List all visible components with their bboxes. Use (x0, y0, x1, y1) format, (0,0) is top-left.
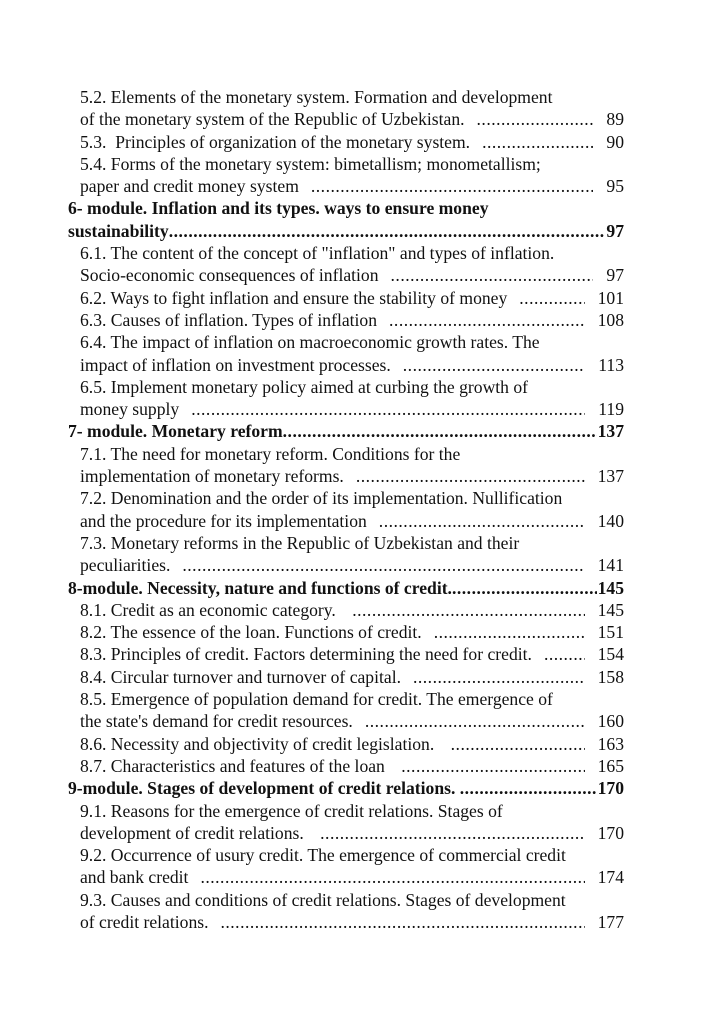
dot-leader (391, 354, 585, 376)
page-number: 90 (606, 131, 624, 152)
toc-entry-text: 8.3. Principles of credit. Factors determining the need for credit. (80, 644, 532, 665)
toc-entry (68, 131, 624, 153)
toc-line-with-page (68, 733, 624, 755)
page-number: 89 (606, 109, 624, 130)
dot-leader (208, 911, 584, 933)
toc-entry-text: the state's demand for credit resources. (80, 711, 353, 732)
toc-entry-text: 7- module. Monetary reform (68, 421, 283, 442)
page-number: 174 (597, 867, 624, 888)
page-number: 137 (597, 421, 624, 442)
toc-entry (68, 86, 624, 131)
toc-entry (68, 666, 624, 688)
page-number: 177 (597, 911, 624, 932)
page-number: 170 (597, 778, 624, 799)
page-number: 97 (606, 220, 624, 241)
toc-entry-text: of the monetary system of the Republic of Uzbekistan. (80, 109, 465, 130)
page-number: 141 (597, 555, 624, 576)
toc-entry-text: money supply (80, 399, 180, 420)
toc-entry (68, 153, 624, 198)
toc-line-with-page (68, 465, 624, 487)
toc-line: 7.3. Monetary reforms in the Republic of Uzbekistan and their (80, 532, 520, 553)
toc-entry (68, 242, 624, 287)
toc-entry-text: implementation of monetary reforms. (80, 466, 344, 487)
toc-entry-text: of credit relations. (80, 911, 209, 932)
toc-line: 6- module. Inflation and its types. ways to ensure money (68, 198, 489, 219)
toc-entry (68, 309, 624, 331)
dot-leader (379, 264, 594, 286)
dot-leader (422, 621, 585, 643)
toc-entry-text: 8-module. Necessity, nature and functions of credit. (68, 577, 452, 598)
dot-leader (169, 220, 606, 242)
toc-line: 7.1. The need for monetary reform. Conditions for the (80, 443, 461, 464)
toc-entry (68, 376, 624, 421)
toc-entry (68, 599, 624, 621)
dot-leader (308, 822, 584, 844)
toc-line-with-page (68, 911, 624, 933)
toc-module-heading (68, 577, 624, 599)
toc-entry-text: 5.3. Principles of organization of the monetary system. (80, 131, 471, 152)
page-number: 170 (597, 822, 624, 843)
toc-entry (68, 532, 624, 577)
toc-line-with-page (68, 643, 624, 665)
toc-entry (68, 844, 624, 889)
toc-line-with-page (68, 354, 624, 376)
toc-entry-text: paper and credit money system (80, 176, 299, 197)
dot-leader (367, 510, 585, 532)
toc-line: 7.2. Denomination and the order of its implementation. Nullification (80, 488, 563, 509)
toc-entry (68, 800, 624, 845)
toc-line: 6.5. Implement monetary policy aimed at curbing the growth of (80, 376, 529, 397)
toc-entry-text: 6.3. Causes of inflation. Types of inflation (80, 309, 378, 330)
page-number: 108 (597, 309, 624, 330)
toc-line-with-page (68, 398, 624, 420)
page-number: 145 (597, 599, 624, 620)
toc-entry (68, 621, 624, 643)
dot-leader (507, 287, 584, 309)
page-number: 119 (598, 399, 624, 420)
toc-line-with-page (68, 621, 624, 643)
toc-entry-text: 8.2. The essence of the loan. Functions of credit. (80, 622, 422, 643)
toc-module-heading (68, 777, 624, 799)
toc-line: 9.3. Causes and conditions of credit relations. Stages of development (80, 889, 566, 910)
dot-leader (532, 643, 585, 665)
page-number: 165 (597, 755, 624, 776)
page-number: 151 (597, 622, 624, 643)
dot-leader (465, 108, 594, 130)
toc-entry (68, 287, 624, 309)
toc-line-with-page (68, 510, 624, 532)
toc-line: 9.1. Reasons for the emergence of credit relations. Stages of (80, 800, 503, 821)
dot-leader (179, 398, 585, 420)
toc-line-with-page (68, 309, 624, 331)
toc-line-with-page (68, 264, 624, 286)
toc-line-with-page (68, 287, 624, 309)
toc-entry (68, 643, 624, 665)
dot-leader (283, 420, 597, 442)
toc-line-with-page (68, 822, 624, 844)
page-number: 163 (597, 733, 624, 754)
toc-entry-text: impact of inflation on investment processes. (80, 354, 391, 375)
toc-line-with-page (68, 554, 624, 576)
toc-entry (68, 688, 624, 733)
toc-module-heading (68, 420, 624, 442)
toc-entry-text: 8.7. Characteristics and features of the loan (80, 755, 390, 776)
dot-leader (377, 309, 585, 331)
toc-entry-text: development of credit relations. (80, 822, 309, 843)
toc-entry (68, 487, 624, 532)
toc-line-with-page (68, 420, 624, 442)
toc-line-with-page (68, 131, 624, 153)
dot-leader (353, 710, 585, 732)
toc-entry-text: 6.2. Ways to fight inflation and ensure the stability of money (80, 287, 508, 308)
dot-leader (299, 175, 594, 197)
dot-leader (460, 777, 597, 799)
toc-entry-text: and the procedure for its implementation (80, 510, 367, 531)
toc-entry-text: 8.1. Credit as an economic category. (80, 599, 341, 620)
toc-line-with-page (68, 755, 624, 777)
page-number: 95 (606, 176, 624, 197)
toc-line-with-page (68, 710, 624, 732)
toc-line: 8.5. Emergence of population demand for credit. The emergence of (80, 689, 553, 710)
dot-leader (188, 866, 584, 888)
toc-line: 6.4. The impact of inflation on macroeconomic growth rates. The (80, 332, 540, 353)
table-of-contents (68, 86, 624, 933)
toc-entry (68, 889, 624, 934)
toc-line-with-page (68, 866, 624, 888)
toc-entry (68, 733, 624, 755)
page-number: 145 (597, 577, 624, 598)
toc-entry-text: peculiarities. (80, 555, 171, 576)
toc-entry-text: 8.6. Necessity and objectivity of credit legislation. (80, 733, 439, 754)
toc-line-with-page (68, 666, 624, 688)
page-number: 101 (597, 287, 624, 308)
toc-line: 5.2. Elements of the monetary system. Formation and development (80, 87, 553, 107)
page-number: 113 (598, 354, 624, 375)
toc-line-with-page (68, 220, 624, 242)
page-number: 158 (597, 666, 624, 687)
page-number: 160 (597, 711, 624, 732)
toc-line-with-page (68, 599, 624, 621)
dot-leader (170, 554, 584, 576)
toc-entry-text: 9-module. Stages of development of credit relations. (68, 778, 460, 799)
dot-leader (452, 577, 597, 599)
toc-entry-text: Socio-economic consequences of inflation (80, 265, 379, 286)
toc-entry-text: and bank credit (80, 867, 189, 888)
page-number: 137 (597, 466, 624, 487)
toc-entry (68, 443, 624, 488)
toc-line: 9.2. Occurrence of usury credit. The emergence of commercial credit (80, 845, 566, 866)
toc-line: 6.1. The content of the concept of "inflation" and types of inflation. (80, 243, 555, 264)
toc-entry-text: 8.4. Circular turnover and turnover of capital. (80, 666, 401, 687)
page-number: 154 (597, 644, 624, 665)
toc-line-with-page (68, 777, 624, 799)
dot-leader (470, 131, 593, 153)
dot-leader (389, 755, 584, 777)
dot-leader (439, 733, 585, 755)
page-number: 140 (597, 510, 624, 531)
toc-module-heading (68, 197, 624, 242)
toc-line-with-page (68, 577, 624, 599)
dot-leader (340, 599, 584, 621)
toc-line: 5.4. Forms of the monetary system: bimetallism; monometallism; (80, 153, 541, 174)
dot-leader (344, 465, 585, 487)
toc-entry-text: sustainability (68, 220, 169, 241)
dot-leader (401, 666, 585, 688)
toc-entry (68, 755, 624, 777)
page-number: 97 (606, 265, 624, 286)
toc-entry (68, 331, 624, 376)
toc-line-with-page (68, 108, 624, 130)
toc-line-with-page (68, 175, 624, 197)
